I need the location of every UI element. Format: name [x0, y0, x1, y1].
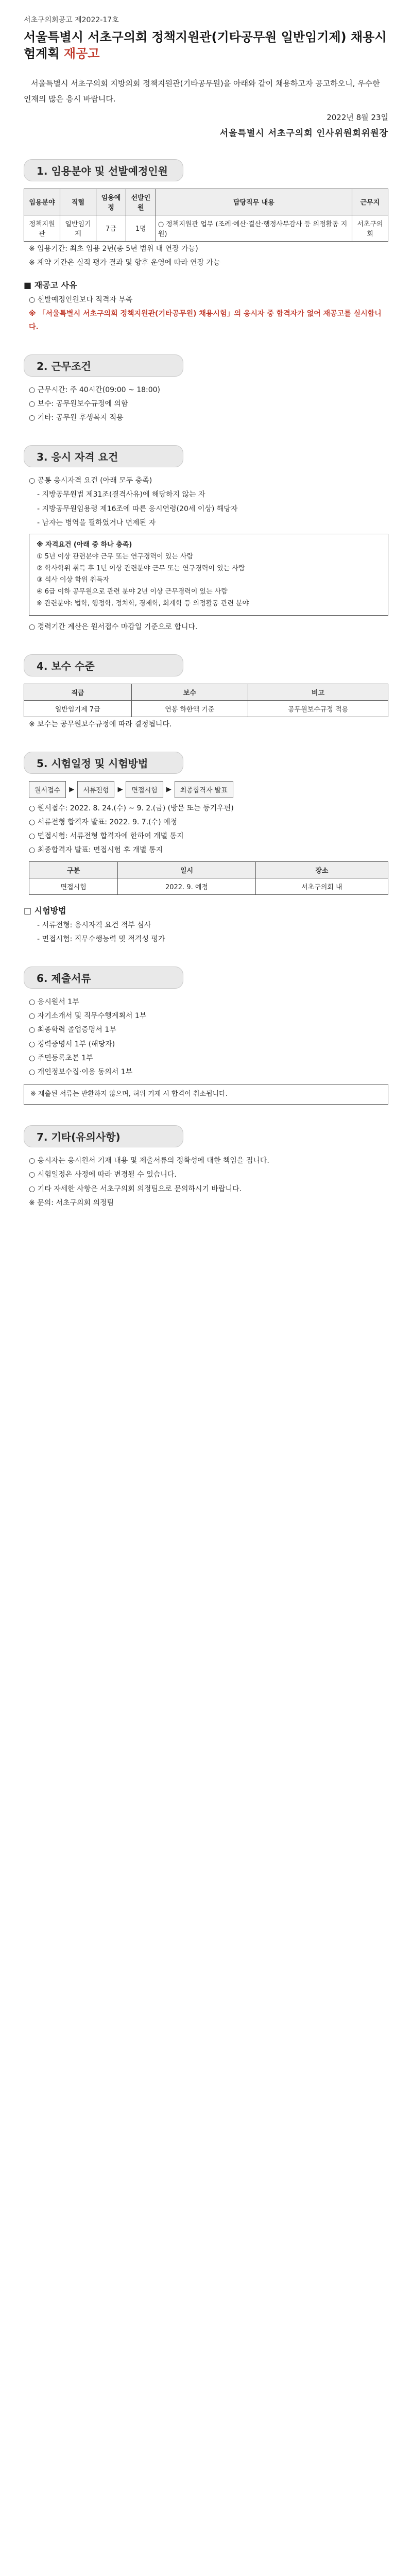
schedule-item: ○ 최종합격자 발표: 면접시험 후 개별 통지 — [29, 846, 163, 855]
table-cell: 일반임기제 — [60, 215, 96, 241]
re-announcement-label: 재공고 — [63, 46, 100, 61]
notice-number: 서초구의회공고 제2022-17호 — [24, 16, 119, 24]
table-header: 보수 — [131, 684, 248, 700]
qualification-box — [29, 534, 388, 616]
table-header: 근무지 — [352, 189, 388, 215]
list-item: ○ 경력증명서 1부 (해당자) — [29, 1040, 115, 1048]
table-header: 직급 — [24, 684, 132, 700]
table-cell: 일반임기제 7급 — [24, 700, 132, 717]
section-recruitment — [24, 159, 388, 181]
announcement-date: 2022년 8월 23일 — [327, 112, 388, 122]
arrow-icon: ▶ — [117, 785, 123, 793]
eligibility-intro: ○ 공통 응시자격 요건 (아래 모두 충족) — [29, 477, 152, 485]
flow-step: 원서접수 — [29, 781, 66, 798]
list-item: ○ 근무시간: 주 40시간(09:00 ~ 18:00) — [29, 385, 161, 394]
exam-method-title: □ 시험방법 — [24, 905, 66, 916]
list-item: ○ 개인정보수집·이용 동의서 1부 — [29, 1067, 133, 1076]
flow-step: 서류전형 — [77, 781, 114, 798]
table-header: 장소 — [255, 861, 388, 878]
section-title: 4. 보수 수준 — [24, 654, 183, 676]
section-other — [24, 1125, 388, 1147]
list-item: ③ 석사 이상 학위 취득자 — [37, 576, 110, 584]
list-item: - 서류전형: 응시자격 요건 적부 심사 — [37, 921, 151, 929]
table-cell: 면접시험 — [29, 878, 118, 894]
table-header: 구분 — [29, 861, 118, 878]
arrow-icon: ▶ — [69, 785, 75, 793]
table-cell: 1명 — [126, 215, 156, 241]
eligibility-note: ○ 경력기간 계산은 원서접수 마감일 기준으로 합니다. — [29, 622, 198, 631]
list-item: - 지방공무원법 제31조(결격사유)에 해당하지 않는 자 — [37, 490, 205, 499]
schedule-item: ○ 원서접수: 2022. 8. 24.(수) ~ 9. 2.(금) (방문 또는 등기우편) — [29, 804, 234, 812]
section-documents — [24, 967, 388, 989]
salary-note: ※ 보수는 공무원보수규정에 따라 결정됩니다. — [29, 720, 172, 728]
section-work-conditions — [24, 354, 388, 377]
list-item: - 지방공무원임용령 제16조에 따른 응시연령(20세 이상) 해당자 — [37, 504, 238, 513]
table-cell: 7급 — [96, 215, 126, 241]
exam-schedule-table — [29, 861, 388, 895]
table-header-row — [29, 861, 388, 878]
list-item: ○ 응시원서 1부 — [29, 998, 79, 1007]
table-header: 임용분야 — [24, 189, 60, 215]
table-header: 직렬 — [60, 189, 96, 215]
reason-note: ※ 「서울특별시 서초구의회 정책지원관(기타공무원) 채용시험」의 응시자 중 합격자가 없어 재공고를 실시합니다. — [29, 310, 382, 331]
schedule-item: ○ 서류전형 합격자 발표: 2022. 9. 7.(수) 예정 — [29, 818, 178, 827]
table-row — [29, 878, 388, 894]
page-title-text: 서울특별시 서초구의회 정책지원관(기타공무원 일반임기제) 채용시험계획 — [24, 30, 387, 61]
issuer: 서울특별시 서초구의회 인사위원회위원장 — [219, 128, 388, 139]
table-header-row — [24, 189, 388, 215]
list-item: - 남자는 병역을 필하였거나 면제된 자 — [37, 518, 156, 527]
list-item: ○ 주민등록초본 1부 — [29, 1054, 93, 1062]
qualification-box-title: ※ 자격요건 (아래 중 하나 충족) — [37, 541, 132, 549]
re-announcement-reason-title: ■ 재공고 사유 — [24, 280, 77, 291]
list-item: ① 5년 이상 관련분야 근무 또는 연구경력이 있는 사람 — [37, 552, 194, 561]
section-eligibility — [24, 445, 388, 467]
flow-step: 면접시험 — [126, 781, 163, 798]
table-header: 비고 — [248, 684, 388, 700]
table-cell: 서초구의회 내 — [255, 878, 388, 894]
section-salary — [24, 654, 388, 676]
section-title: 5. 시험일정 및 시험방법 — [24, 752, 183, 774]
table-header-row — [24, 684, 388, 700]
list-item: ② 학사학위 취득 후 1년 이상 관련분야 근무 또는 연구경력이 있는 사람 — [37, 564, 245, 572]
documents-note: ※ 제출된 서류는 반환하지 않으며, 허위 기재 시 합격이 취소됩니다. — [24, 1084, 388, 1105]
note-text: ※ 계약 기간은 실적 평가 결과 및 향후 운영에 따라 연장 가능 — [29, 258, 220, 267]
schedule-item: ○ 면접시험: 서류전형 합격자에 한하여 개별 통지 — [29, 832, 184, 841]
list-item: ○ 응시자는 응시원서 기재 내용 및 제출서류의 정확성에 대한 책임을 집니다. — [29, 1157, 269, 1165]
process-flow — [29, 781, 388, 798]
reason-text: ○ 선발예정인원보다 적격자 부족 — [29, 296, 133, 304]
recruitment-table — [24, 189, 388, 242]
table-cell: 연봉 하한액 기준 — [131, 700, 248, 717]
table-cell: 2022. 9. 예정 — [118, 878, 256, 894]
list-item: ○ 시험일정은 사정에 따라 변경될 수 있습니다. — [29, 1171, 177, 1179]
qualification-note: ※ 관련분야: 법학, 행정학, 정치학, 경제학, 회계학 등 의정활동 관련 분야 — [37, 599, 249, 607]
list-item: ○ 자기소개서 및 직무수행계획서 1부 — [29, 1012, 147, 1021]
section-schedule — [24, 752, 388, 774]
section-title: 1. 임용분야 및 선발예정인원 — [24, 159, 183, 181]
list-item: - 면접시험: 직무수행능력 및 적격성 평가 — [37, 935, 165, 943]
section-title: 6. 제출서류 — [24, 967, 183, 989]
list-item: ○ 보수: 공무원보수규정에 의함 — [29, 399, 128, 408]
section-title: 3. 응시 자격 요건 — [24, 445, 183, 467]
table-row — [24, 215, 388, 241]
table-cell: 공무원보수규정 적용 — [248, 700, 388, 717]
contact-note: ※ 문의: 서초구의회 의정팀 — [29, 1198, 114, 1207]
table-header: 일시 — [118, 861, 256, 878]
list-item: ○ 기타: 공무원 후생복지 적용 — [29, 414, 124, 422]
table-cell: 정책지원관 — [24, 215, 60, 241]
arrow-icon: ▶ — [166, 785, 171, 793]
flow-step: 최종합격자 발표 — [175, 781, 233, 798]
table-header: 담당직무 내용 — [156, 189, 352, 215]
section-title: 7. 기타(유의사항) — [24, 1125, 183, 1147]
table-header: 임용예정 — [96, 189, 126, 215]
table-row — [24, 700, 388, 717]
intro-paragraph: 서울특별시 서초구의회 지방의회 정책지원관(기타공무원)을 아래와 같이 채용하고자 공고하오니, 우수한 인재의 많은 응시 바랍니다. — [24, 78, 380, 104]
list-item: ○ 최종학력 졸업증명서 1부 — [29, 1026, 116, 1035]
note-text: ※ 임용기간: 최초 임용 2년(총 5년 범위 내 연장 가능) — [29, 244, 198, 253]
table-cell: 서초구의회 — [352, 215, 388, 241]
table-cell: ○ 정책지원관 업무 (조례·예산·결산·행정사무감사 등 의정활동 지원) — [156, 215, 352, 241]
page-title — [24, 29, 388, 62]
list-item: ④ 6급 이하 공무원으로 관련 분야 2년 이상 근무경력이 있는 사람 — [37, 588, 228, 596]
list-item: ○ 기타 자세한 사항은 서초구의회 의정팀으로 문의하시기 바랍니다. — [29, 1184, 242, 1193]
section-title: 2. 근무조건 — [24, 354, 183, 377]
salary-table — [24, 684, 388, 717]
table-header: 선발인원 — [126, 189, 156, 215]
